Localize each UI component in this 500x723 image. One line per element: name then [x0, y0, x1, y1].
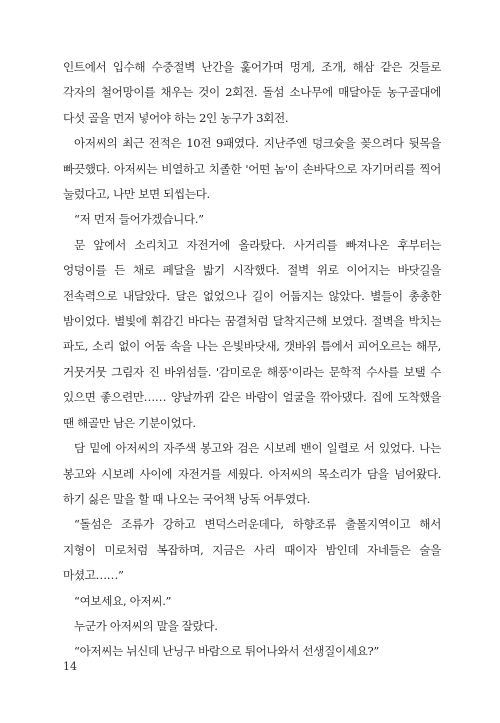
paragraph-6: “돌섬은 조류가 강하고 변덕스러운데다, 하향조류 출몰지역이고 해서 지형이 미로처럼 복잡하며, 지금은 사리 때이자 밤인데 자네들은 술을 마셨고……” [63, 517, 441, 583]
paragraph-1: 인트에서 입수해 수중절벽 난간을 훑어가며 멍게, 조개, 해삼 같은 것들로 각자의 철어망이를 채우는 것이 2회전. 돌섬 소나무에 매달아둔 농구골대에 다섯 골을 먼저 넣어야 하는 2인 농구가 3회전. [63, 60, 441, 125]
paragraph-8: 누군가 아저씨의 말을 잘랐다. [74, 618, 218, 633]
paragraph-3: “저 먼저 들어가겠습니다.” [74, 212, 204, 227]
paragraph-9: “아저씨는 뉘신데 난닝구 바람으로 튀어나와서 선생질이세요?” [74, 644, 379, 659]
paragraph-2: 아저씨의 최근 전적은 10전 9패였다. 지난주엔 덩크슛을 꽂으려다 뒷목을 빠끗했다. 아저씨는 비열하고 치졸한 '어떤 놈'이 손바닥으로 자기머리를 찍어 눌렀다고, 나만 보면 되씹는다. [63, 136, 441, 202]
page-number: 14 [63, 660, 77, 673]
paragraph-7: “여보세요, 아저씨.” [74, 593, 172, 608]
paragraph-5: 담 밑에 아저씨의 자주색 봉고와 검은 시보레 밴이 일렬로 서 있었다. 나는 봉고와 시보레 사이에 자전거를 세웠다. 아저씨의 목소리가 담을 넘어왔다. 하기 싫은 말을 할 때 나오는 국어책 낭독 어투였다. [63, 441, 441, 506]
paragraph-4: 문 앞에서 소리치고 자전거에 올라탔다. 사거리를 빠져나온 후부터는 엉덩이를 든 채로 페달을 밟기 시작했다. 절벽 위로 이어지는 바닷길을 전속력으로 내달았다. 달은 없었으나 길이 어둡지는 않았다. 별들이 총총한 밤이었다. 별빛에 휘감긴 바다는 꿈결처럼 달착지근해 보였다. 절벽을 박치는 파도, 소리 없이 어둠 속을 나는 은빛바닷새, 갯바위 틈에서 피어오르는 해무, 거뭇거뭇 그림자 진 바위섬들. '감미로운 해풍'이라는 문학적 수사를 보탤 수 있으면 좋으련만…… 양날까뀌 같은 바람이 얼굴을 깎아댔다. 집에 도착했을 땐 해골만 남은 기분이었다. [63, 237, 441, 430]
body-text [63, 55, 441, 665]
